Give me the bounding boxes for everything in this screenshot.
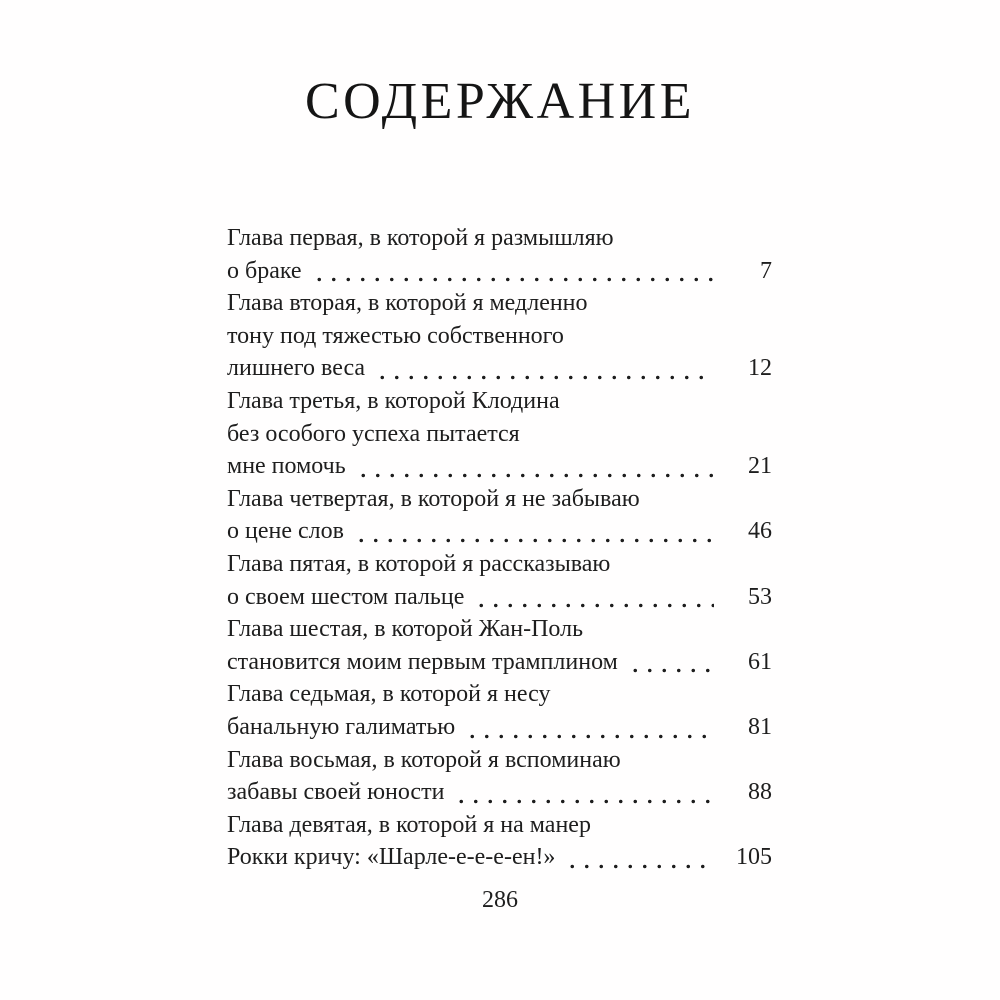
toc-line: [227, 515, 772, 548]
toc-line: [227, 255, 772, 288]
toc-entry: [227, 483, 772, 548]
toc-page-number: 21: [748, 453, 772, 480]
page-title: СОДЕРЖАНИЕ: [305, 73, 695, 130]
toc-line: Глава седьмая, в которой я несу: [227, 681, 551, 708]
toc-line: [227, 352, 772, 385]
toc-page-number: 53: [748, 583, 772, 610]
toc-entry: [227, 222, 772, 287]
toc-line-text: становится моим первым трамплином: [227, 648, 618, 675]
toc-line: [227, 711, 772, 744]
toc-page-number: 81: [748, 713, 772, 740]
toc-line: [227, 776, 772, 809]
toc-line-text: лишнего веса: [227, 355, 366, 382]
toc-line: Глава вторая, в которой я медленно: [227, 290, 588, 317]
toc-line-text: банальную галиматью: [227, 713, 456, 740]
toc-line: Глава девятая, в которой я на манер: [227, 811, 591, 838]
toc-line: [227, 450, 772, 483]
toc-line: Глава четвертая, в которой я не забываю: [227, 485, 640, 512]
toc-entry: [227, 678, 772, 743]
toc-entry: [227, 548, 772, 613]
dot-leader: [465, 711, 714, 744]
toc-line-text: Рокки кричу: «Шарле-е-е-е-ен!»: [227, 844, 556, 871]
dot-leader: [375, 352, 714, 385]
toc-entry: [227, 385, 772, 483]
toc-line: [227, 646, 772, 679]
toc-entry: [227, 809, 772, 874]
toc-entry: [227, 744, 772, 809]
dot-leader: [354, 515, 714, 548]
toc-entry: [227, 613, 772, 678]
folio-page-number: 286: [482, 887, 518, 913]
toc-line: Глава первая, в которой я размышляю: [227, 225, 614, 251]
dot-leader: [454, 776, 714, 809]
dot-leader: [312, 255, 714, 288]
toc-line: Глава шестая, в которой Жан-Поль: [227, 616, 584, 643]
toc-entry: [227, 287, 772, 385]
toc-line: тону под тяжестью собственного: [227, 322, 564, 349]
dot-leader: [628, 646, 714, 679]
dot-leader: [356, 450, 714, 483]
dot-leader: [565, 841, 714, 874]
toc-line-text: о браке: [227, 257, 302, 284]
toc-line: без особого успеха пытается: [227, 420, 520, 447]
toc-page-number: 7: [760, 257, 772, 284]
toc-page-number: 88: [748, 779, 772, 806]
toc-line: Глава пятая, в которой я рассказываю: [227, 550, 611, 577]
toc-line: [227, 581, 772, 614]
toc-page-number: 61: [748, 648, 772, 675]
toc-page-number: 46: [748, 518, 772, 545]
toc-line: Глава третья, в которой Клодина: [227, 387, 560, 414]
toc-line-text: забавы своей юности: [227, 779, 445, 806]
toc-line-text: мне помочь: [227, 453, 346, 480]
toc-page-number: 105: [736, 844, 772, 871]
toc-line: Глава восьмая, в которой я вспоминаю: [227, 746, 621, 773]
toc-line-text: о цене слов: [227, 518, 344, 545]
dot-leader: [474, 581, 714, 614]
toc-list: [227, 222, 772, 874]
toc-page-number: 12: [748, 355, 772, 382]
toc-line-text: о своем шестом пальце: [227, 583, 465, 610]
toc-line: [227, 841, 772, 874]
